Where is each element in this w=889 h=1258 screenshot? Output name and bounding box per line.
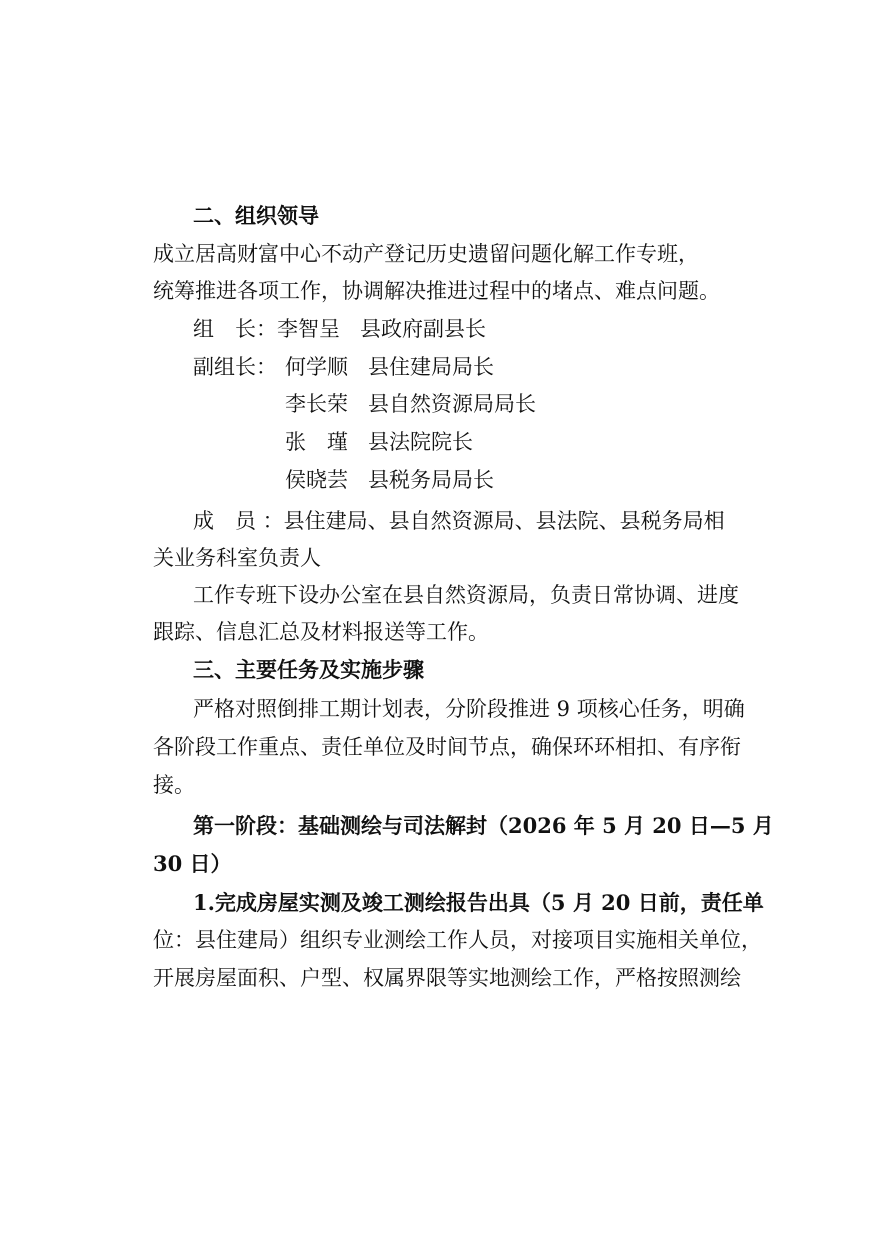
deputy-name: 张 瑾 (285, 430, 348, 454)
leader-row (193, 311, 486, 348)
task-line: 1.完成房屋实测及竣工测绘报告出具（5 月 20 日前，责任单 (193, 890, 764, 915)
deputy-title: 县住建局局长 (368, 355, 495, 379)
paragraph-line (153, 236, 753, 273)
paragraph-line: 严格对照倒排工期计划表，分阶段推进 9 项核心任务，明确 (193, 697, 745, 721)
deputy-row (285, 462, 494, 499)
paragraph-line: 接。 (153, 773, 195, 797)
section-heading-tasks: 三、主要任务及实施步骤 (193, 658, 424, 682)
leader-title: 县政府副县长 (360, 317, 487, 341)
section-heading-organization: 二、组织领导 (193, 204, 319, 228)
members-line: 关业务科室负责人 (153, 546, 321, 570)
leader-role: 组 长： (193, 317, 277, 341)
text-line: 成立居高财富中心不动产登记历史遗留问题化解工作专班， (153, 242, 699, 266)
office-line: 工作专班下设办公室在县自然资源局，负责日常协调、进度 (193, 583, 739, 607)
deputy-title: 县自然资源局局长 (368, 392, 537, 416)
deputy-row (285, 386, 536, 423)
leader-name: 李智呈 (277, 317, 340, 341)
deputy-title: 县法院院长 (368, 430, 474, 454)
task-line: 位：县住建局）组织专业测绘工作人员，对接项目实施相关单位， (153, 928, 762, 952)
task-line: 开展房屋面积、户型、权属界限等实地测绘工作，严格按照测绘 (153, 966, 741, 990)
phase-heading: 第一阶段：基础测绘与司法解封（2026 年 5 月 20 日—5 月 (193, 813, 774, 838)
paragraph-line: 各阶段工作重点、责任单位及时间节点，确保环环相扣、有序衔 (153, 735, 741, 759)
deputy-name: 侯晓芸 (285, 468, 348, 492)
deputy-name: 李长荣 (285, 392, 348, 416)
office-line: 跟踪、信息汇总及材料报送等工作。 (153, 620, 489, 644)
deputies-role: 副组长： (193, 355, 277, 379)
phase-heading: 30 日） (153, 851, 232, 876)
deputy-title: 县税务局局长 (368, 468, 495, 492)
deputy-name: 何学顺 (285, 355, 348, 379)
members-line: 成 员 ：县住建局、县自然资源局、县法院、县税务局相 (193, 509, 725, 533)
deputy-row (285, 349, 494, 386)
paragraph-line: 统筹推进各项工作，协调解决推进过程中的堵点、难点问题。 (153, 279, 720, 303)
deputy-row (285, 424, 473, 461)
